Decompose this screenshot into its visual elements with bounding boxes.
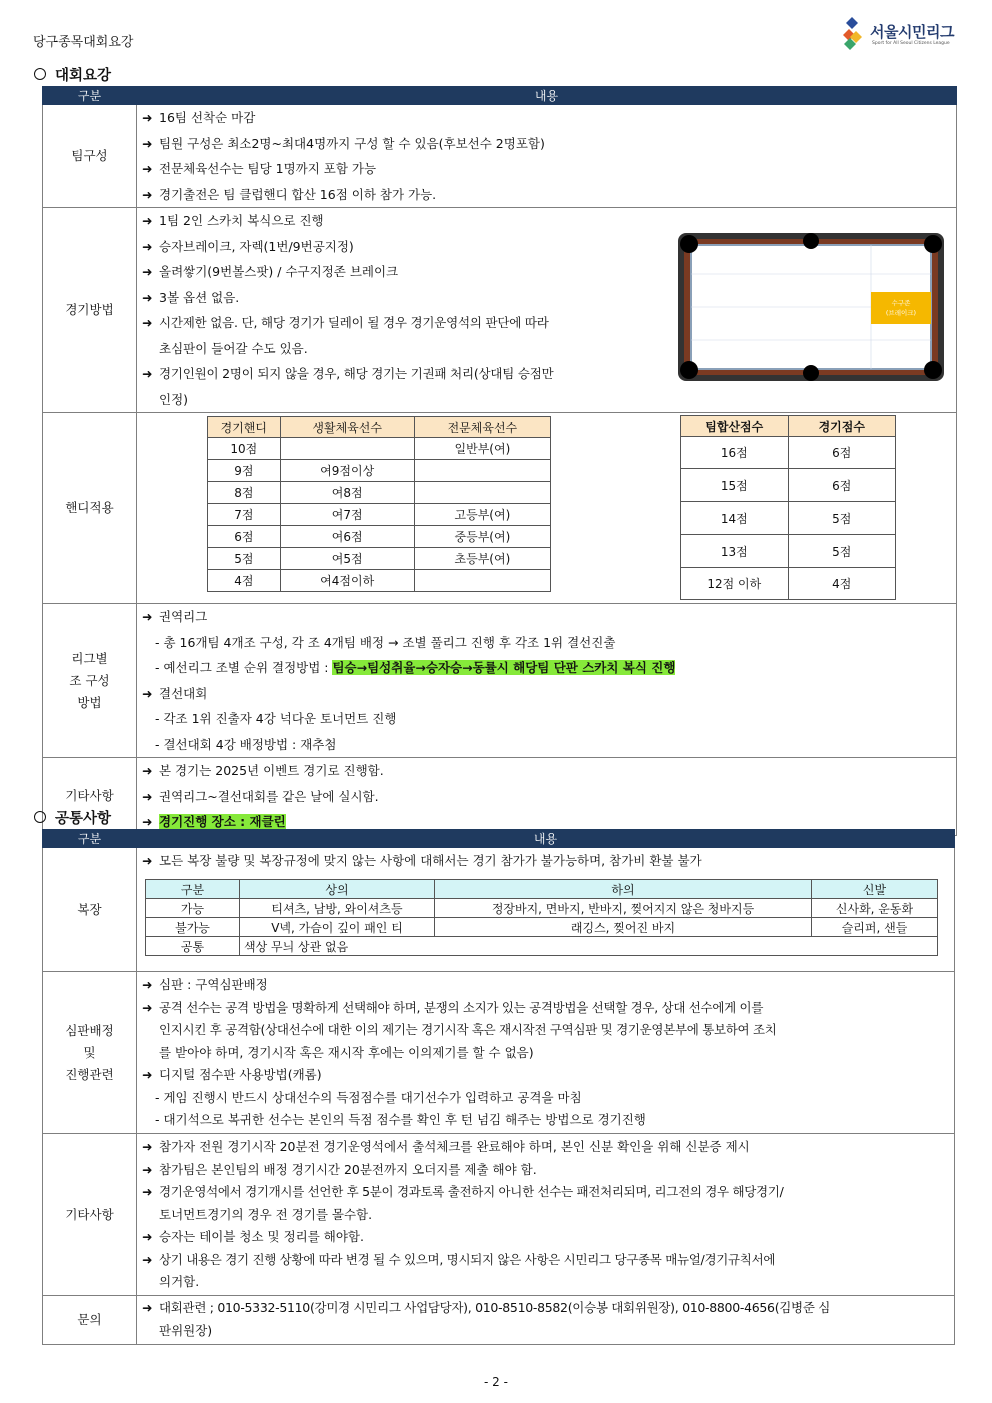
arrow-right-icon: ➜ <box>142 161 153 176</box>
handicap-table: 경기핸디 생활체육선수 전문체육선수 10점 일반부(여) 9점 여9점이상 8점 여8점 7점 여7점 고등부(여) 6점 여6점 중등부(여) 5점 여5점 초등부(여) 4점 여4점이하 <box>207 416 551 592</box>
document-title: 당구종목대회요강 <box>33 35 134 50</box>
list-item: ➜ 모든 복장 불량 및 복장규정에 맞지 않는 사항에 대해서는 경기 참가가 불가능하며, 참가비 환불 불가 <box>137 848 954 874</box>
arrow-right-icon: ➜ <box>142 609 153 624</box>
row-label-contact: 문의 <box>43 1296 137 1345</box>
arrow-right-icon: ➜ <box>142 264 153 279</box>
common-table <box>42 829 955 1345</box>
list-item: ➜ 16팀 선착순 마감 <box>137 105 956 131</box>
arrow-right-icon: ➜ <box>142 213 153 228</box>
pocket <box>680 361 698 379</box>
arrow-right-icon: ➜ <box>142 763 153 778</box>
dress-code-table: 구분 상의 하의 신발 가능 티셔츠, 남방, 와이셔츠등 정장바지, 면바지, 반바지, 찢어지지 않은 청바지등 신사화, 운동화 불가능 V넥, 가슴이 깊이 패인 티 래깅스, 찢어진 바지 슬리퍼, 샌들 공통 색상 무늬 상관 없음 <box>145 879 938 956</box>
col-content-header: 내용 <box>137 830 955 848</box>
pocket <box>924 235 942 253</box>
list-item: ➜ 권역리그~결선대회를 같은 날에 실시함. <box>137 784 956 810</box>
list-item: ➜ 대회관련 ; 010-5332-5110(강미경 시민리그 사업담당자), 010-8510-8582(이승봉 대회위원장), 010-8800-4656(김병준 심 <box>137 1297 954 1320</box>
overview-table <box>42 86 957 836</box>
list-item: ➜ 경기운영석에서 경기개시를 선언한 후 5분이 경과토록 출전하지 아니한 선수는 패전처리되며, 리그전의 경우 해당경기/ <box>137 1181 954 1204</box>
row-label-team: 팀구성 <box>43 105 137 208</box>
table-row: 가능 티셔츠, 남방, 와이셔츠등 정장바지, 면바지, 반바지, 찢어지지 않은 청바지등 신사화, 운동화 <box>146 899 938 918</box>
etc-content: ➜ 참가자 전원 경기시작 20분전 경기운영석에서 출석체크를 완료해야 하며, 본인 신분 확인을 위해 신분증 제시 ➜ 참가팀은 본인팀의 배정 경기시간 20분전까지 오더지를 제출 해야 함. ➜ 경기운영석에서 경기개시를 선언한 후 5분이 경과토록 출전하지 아니한 선수는 패전처리되며, 리그전의 경우 해당경기/ 토너먼트경기의 경우 전 경기를 몰수함. ➜ 승자는 테이블 청소 및 정리를 해야함. ➜ 상기 내용은 경기 진행 상황에 따라 변경 될 수 있으며, 명시되지 않은 사항은 시민리그 당구종목 매뉴얼/경기규칙서에 의거함. <box>137 1134 955 1296</box>
logo-text: 서울시민리그 <box>870 23 954 41</box>
referee-content: ➜ 심판 : 구역심판배정 ➜ 공격 선수는 공격 방법을 명확하게 선택해야 하며, 분쟁의 소지가 있는 공격방법을 선택할 경우, 상대 선수에게 이를 인지시킨 후 공격함(상대선수에 대한 이의 제기는 경기시작 혹은 재시작전 구역심판 및 경기운영본부에 통보하여 조치 를 받아야 하며, 경기시작 혹은 재시작 후에는 이의제기를 할 수 없음) ➜ 디지털 점수판 사용방법(캐롬) - 게임 진행시 반드시 상대선수의 득점점수를 대기선수가 입력하고 공격을 마침 - 대기석으로 복귀한 선수는 본인의 득점 점수를 확인 후 턴 넘김 해주는 방법으로 경기진행 <box>137 972 955 1134</box>
list-item: ➜ 결선대회 <box>137 681 956 707</box>
list-item: ➜ 권역리그 <box>137 604 956 630</box>
table-row: 4점 여4점이하 <box>208 570 551 592</box>
col-category-header: 구분 <box>43 830 137 848</box>
table-row: 8점 여8점 <box>208 482 551 504</box>
arrow-right-icon: ➜ <box>142 1139 153 1154</box>
col-content-header: 내용 <box>137 87 957 105</box>
pocket <box>680 235 698 253</box>
table-row: 불가능 V넥, 가슴이 깊이 패인 티 래깅스, 찢어진 바지 슬리퍼, 샌들 <box>146 918 938 937</box>
table-row: 7점 여7점 고등부(여) <box>208 504 551 526</box>
arrow-right-icon: ➜ <box>142 135 153 151</box>
arrow-right-icon: ➜ <box>142 366 153 381</box>
arrow-right-icon: ➜ <box>142 814 153 829</box>
break-zone <box>871 292 931 324</box>
league-logo <box>842 17 967 51</box>
arrow-right-icon: ➜ <box>142 186 153 202</box>
arrow-right-icon: ➜ <box>142 999 153 1015</box>
col-category-header: 구분 <box>43 87 137 105</box>
arrow-right-icon: ➜ <box>142 1251 153 1267</box>
row-label-league: 리그별 조 구성 방법 <box>43 604 137 758</box>
league-content: ➜ 권역리그 - 총 16개팀 4개조 구성, 각 조 4개팀 배정 → 조별 풀리그 진행 후 각조 1위 결선진출 - 예선리그 조별 순위 결정방법 : 팀승→팀성취율→승자승→동률시 해당팀 단판 스카치 복식 진행 ➜ 결선대회 - 각조 1위 진출자 4강 넉다운 토너먼트 진행 - 결선대회 4강 배정방법 : 재추첨 <box>137 604 957 758</box>
break-zone-label: 수구존 <box>891 299 911 307</box>
page-number: - 2 - <box>484 1375 508 1389</box>
table-row: 10점 일반부(여) <box>208 438 551 460</box>
list-item: ➜ 승자브레이크, 자렉(1번/9번공지정) <box>137 234 657 260</box>
arrow-right-icon: ➜ <box>142 110 153 125</box>
section-title-common: 공통사항 <box>34 807 111 828</box>
misc-content <box>137 758 957 836</box>
list-item: ➜ 1팀 2인 스카치 복식으로 진행 <box>137 208 657 234</box>
list-item: ➜ 시간제한 없음. 단, 해당 경기가 딜레이 될 경우 경기운영석의 판단에 따라 <box>137 310 657 336</box>
list-item: ➜ 참가팀은 본인팀의 배정 경기시간 20분전까지 오더지를 제출 해야 함. <box>137 1159 954 1182</box>
list-item: ➜ 심판 : 구역심판배정 <box>137 974 954 997</box>
row-label-misc: 기타사항 <box>43 758 137 836</box>
list-item: ➜ 디지털 점수판 사용방법(캐롬) <box>137 1064 954 1087</box>
list-item: ➜ 승자는 테이블 청소 및 정리를 해야함. <box>137 1226 954 1249</box>
arrow-right-icon: ➜ <box>142 238 153 254</box>
row-label-method: 경기방법 <box>43 208 137 413</box>
pocket <box>924 361 942 379</box>
logo-tagline: Sport for All Seoul Citizens League <box>872 41 950 46</box>
arrow-right-icon: ➜ <box>142 1067 153 1082</box>
section-title-overview: 대회요강 <box>34 64 111 85</box>
list-item: ➜ 참가자 전원 경기시작 20분전 경기운영석에서 출석체크를 완료해야 하며, 본인 신분 확인을 위해 신분증 제시 <box>137 1136 954 1159</box>
arrow-right-icon: ➜ <box>142 977 153 992</box>
arrow-right-icon: ➜ <box>142 1229 153 1244</box>
table-row: 9점 여9점이상 <box>208 460 551 482</box>
table-row: 15점 6점 <box>681 469 896 502</box>
arrow-right-icon: ➜ <box>142 315 153 330</box>
arrow-right-icon: ➜ <box>142 1300 153 1315</box>
contact-content: ➜ 대회관련 ; 010-5332-5110(강미경 시민리그 사업담당자), 010-8510-8582(이승봉 대회위원장), 010-8800-4656(김병준 심 판위원장) <box>137 1296 955 1345</box>
table-row: 14점 5점 <box>681 502 896 535</box>
method-content: ➜ 1팀 2인 스카치 복식으로 진행 ➜ 승자브레이크, 자렉(1번/9번공지정) ➜ 올려쌓기(9번볼스팟) / 수구지정존 브레이크 ➜ 3볼 옵션 없음. ➜ 시간제한 없음. 단, 해당 경기가 딜레이 될 경우 경기운영석의 판단에 따라 초심판이 들어갈 수도 있음. ➜ 경기인원이 2명이 되지 않을 경우, 해당 경기는 기권패 처리(상대팀 승점만 인정) 수구존 (브레이크) <box>137 208 957 413</box>
arrow-right-icon: ➜ <box>142 685 153 701</box>
table-row: 6점 여6점 중등부(여) <box>208 526 551 548</box>
team-content <box>137 105 957 208</box>
row-label-handicap: 핸디적용 <box>43 413 137 604</box>
arrow-right-icon: ➜ <box>142 788 153 804</box>
table-row: 12점 이하 4점 <box>681 568 896 600</box>
list-item: ➜ 전문체육선수는 팀당 1명까지 포함 가능 <box>137 156 956 182</box>
list-item: ➜ 팀원 구성은 최소2명~최대4명까지 구성 할 수 있음(후보선수 2명포함) <box>137 131 956 157</box>
highlighted-text: 팀승→팀성취율→승자승→동률시 해당팀 단판 스카치 복식 진행 <box>332 660 676 675</box>
table-row: 5점 여5점 초등부(여) <box>208 548 551 570</box>
pool-table-diagram <box>677 232 945 382</box>
arrow-right-icon: ➜ <box>142 853 153 868</box>
table-row: 13점 5점 <box>681 535 896 568</box>
score-table: 팀합산점수 경기점수 16점 6점 15점 6점 14점 5점 13점 5점 12점 이하 4점 <box>680 415 896 600</box>
arrow-right-icon: ➜ <box>142 289 153 305</box>
break-zone-sublabel: (브레이크) <box>885 309 917 317</box>
list-item: ➜ 3볼 옵션 없음. <box>137 285 657 311</box>
list-item: ➜ 공격 선수는 공격 방법을 명확하게 선택해야 하며, 분쟁의 소지가 있는 공격방법을 선택할 경우, 상대 선수에게 이를 <box>137 997 954 1020</box>
list-item: ➜ 경기인원이 2명이 되지 않을 경우, 해당 경기는 기권패 처리(상대팀 승점만 <box>137 361 657 387</box>
list-item: ➜ 본 경기는 2025년 이벤트 경기로 진행함. <box>137 758 956 784</box>
list-item: ➜ 상기 내용은 경기 진행 상황에 따라 변경 될 수 있으며, 명시되지 않은 사항은 시민리그 당구종목 매뉴얼/경기규칙서에 <box>137 1249 954 1272</box>
list-item: ➜ 올려쌓기(9번볼스팟) / 수구지정존 브레이크 <box>137 259 657 285</box>
highlighted-text: 경기진행 장소 : 재클린 <box>159 814 286 829</box>
pocket <box>803 233 819 249</box>
handicap-content <box>137 413 957 604</box>
dress-content <box>137 848 955 972</box>
league-logo-mark-icon <box>842 17 866 51</box>
list-item: ➜ 경기출전은 팀 클럽핸디 합산 16점 이하 참가 가능. <box>137 182 956 208</box>
row-label-referee: 심판배정 및 진행관련 <box>43 972 137 1134</box>
pocket <box>803 365 819 381</box>
table-row: 공통 색상 무늬 상관 없음 <box>146 937 938 956</box>
arrow-right-icon: ➜ <box>142 1161 153 1177</box>
row-label-etc: 기타사항 <box>43 1134 137 1296</box>
arrow-right-icon: ➜ <box>142 1184 153 1199</box>
row-label-dress: 복장 <box>43 848 137 972</box>
table-row: 16점 6점 <box>681 437 896 469</box>
